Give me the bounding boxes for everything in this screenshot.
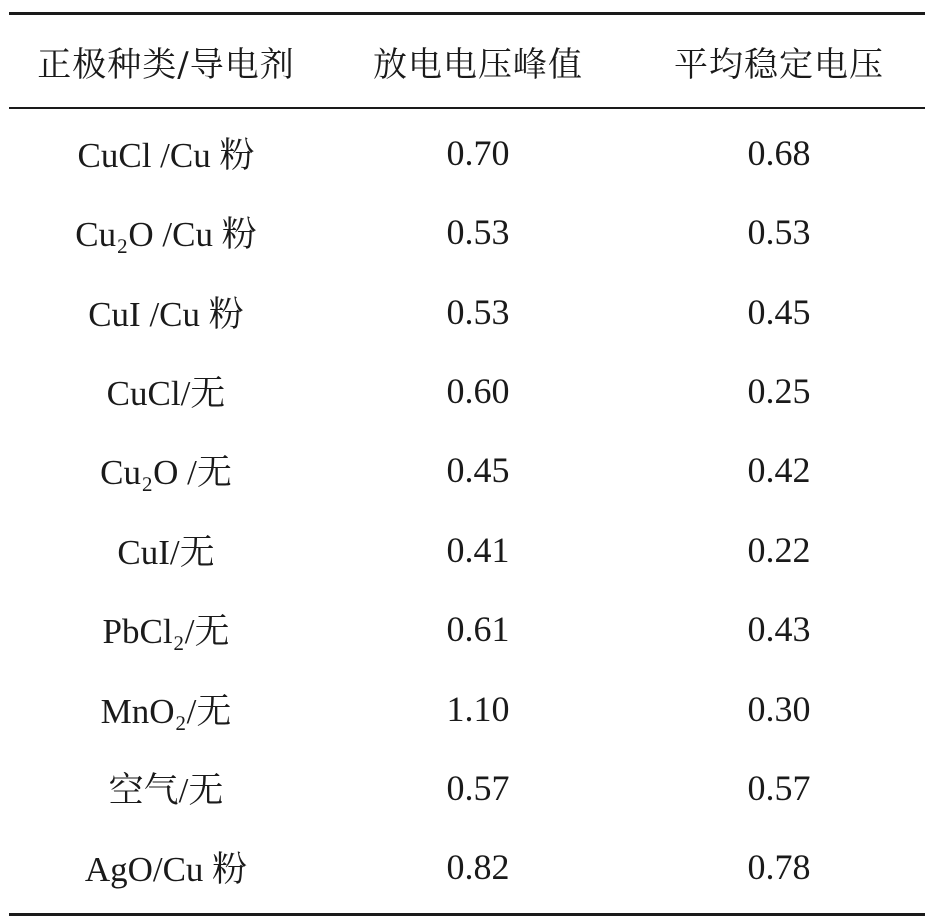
cell-avg: 0.25 xyxy=(747,370,811,411)
cell-avg: 0.68 xyxy=(747,132,811,173)
cell-peak: 0.82 xyxy=(446,847,510,888)
cell-avg: 0.53 xyxy=(747,212,811,253)
table-row xyxy=(9,589,925,668)
cell-material: CuI/无 xyxy=(117,532,215,572)
cell-avg: 0.42 xyxy=(747,450,811,491)
table-row xyxy=(9,669,925,748)
cell-material: MnO₂/无 xyxy=(100,691,232,731)
header-row xyxy=(9,15,925,107)
cell-peak: 0.61 xyxy=(446,609,510,650)
cell-peak: 0.53 xyxy=(446,212,510,253)
voltage-table-body xyxy=(9,113,925,908)
cell-peak: 1.10 xyxy=(446,688,510,729)
table-row xyxy=(9,510,925,589)
cell-material: Cu₂O /Cu 粉 xyxy=(75,215,257,255)
cell-peak: 0.41 xyxy=(446,529,510,570)
voltage-table xyxy=(9,15,925,107)
header-material: 正极种类/导电剂 xyxy=(37,44,295,85)
table-row xyxy=(9,828,925,907)
cell-material: CuCl /Cu 粉 xyxy=(77,135,255,175)
cell-peak: 0.70 xyxy=(446,132,510,173)
table-row xyxy=(9,351,925,430)
cell-peak: 0.57 xyxy=(446,767,510,808)
header-average-voltage: 平均稳定电压 xyxy=(674,44,884,85)
table-row xyxy=(9,193,925,272)
cell-material: CuI /Cu 粉 xyxy=(88,294,244,334)
cell-avg: 0.57 xyxy=(747,767,811,808)
table-row xyxy=(9,431,925,510)
cell-peak: 0.53 xyxy=(446,291,510,332)
table-row xyxy=(9,272,925,351)
cell-material: CuCl/无 xyxy=(106,373,226,413)
cell-avg: 0.22 xyxy=(747,529,811,570)
cell-peak: 0.45 xyxy=(446,450,510,491)
cell-material: 空气/无 xyxy=(108,770,224,810)
data-table-container xyxy=(9,12,925,916)
cell-avg: 0.43 xyxy=(747,609,811,650)
cell-avg: 0.78 xyxy=(747,847,811,888)
cell-avg: 0.45 xyxy=(747,291,811,332)
table-row xyxy=(9,748,925,827)
cell-material: PbCl₂/无 xyxy=(102,612,230,652)
cell-peak: 0.60 xyxy=(446,370,510,411)
cell-material: Cu₂O /无 xyxy=(100,453,232,493)
cell-material: AgO/Cu 粉 xyxy=(84,850,248,890)
cell-avg: 0.30 xyxy=(747,688,811,729)
header-peak-voltage: 放电电压峰值 xyxy=(373,44,583,85)
table-row xyxy=(9,113,925,193)
